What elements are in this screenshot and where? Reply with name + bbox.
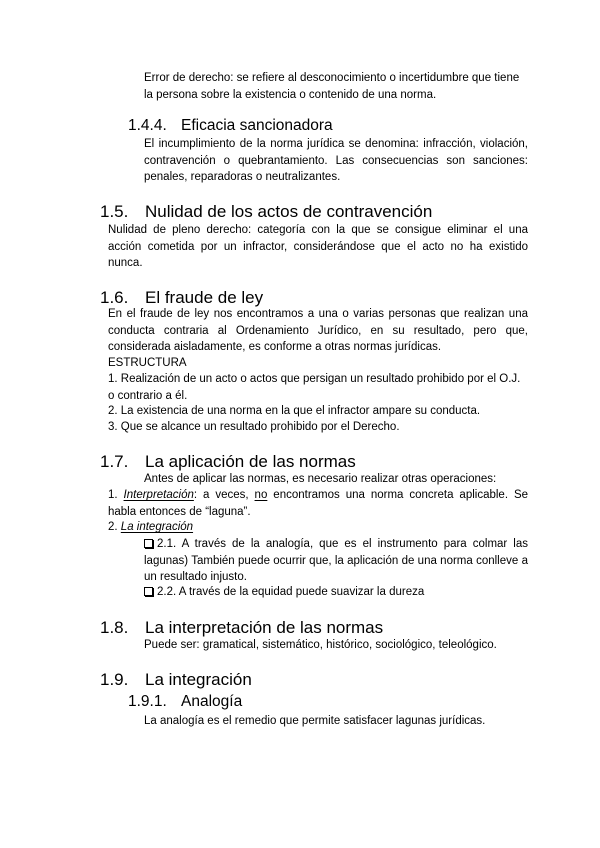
item-number: 2.	[108, 521, 118, 533]
sub-item-text: 2.2. A través de la equidad puede suavizar la dureza	[157, 586, 425, 598]
eficacia-paragraph: El incumplimiento de la norma jurídica se denomina: infracción, violación, contravención o quebrantamiento. Las consecuencias son sanciones: penales, reparadoras o neutralizantes.	[144, 138, 528, 183]
heading-number: 1.4.4.	[128, 117, 167, 134]
checkbox-bullet-icon	[144, 539, 153, 548]
sub-item-text: 2.1. A través de la analogía, que es el instrumento para colmar las lagunas) También puede ocurrir que, la aplicación de una norma conlleve a un resultado injusto.	[144, 538, 528, 583]
item-text: : a veces,	[193, 489, 249, 501]
item-text-rest: encontramos una norma concreta aplicable. Se habla entonces de “laguna”.	[108, 489, 529, 518]
aplicacion-item-1	[108, 487, 528, 520]
aplicacion-item-2	[108, 519, 193, 536]
heading-title: Nulidad de los actos de contravención	[145, 202, 433, 221]
heading-number: 1.9.	[100, 670, 129, 689]
heading-number: 1.9.1.	[128, 693, 167, 710]
heading-number: 1.8.	[100, 618, 129, 637]
checkbox-bullet-icon	[144, 587, 153, 596]
interpretacion-label: Interpretación	[123, 489, 194, 501]
integracion-sub-2	[144, 584, 528, 601]
estructura-item-2: 2. La existencia de una norma en la que el infractor ampare su conducta.	[108, 405, 481, 417]
heading-title: Analogía	[181, 693, 243, 710]
heading-1-5	[100, 201, 432, 223]
error-derecho-paragraph: Error de derecho: se refiere al desconocimiento o incertidumbre que tiene la persona sobre la existencia o contenido de una norma.	[144, 72, 520, 101]
heading-title: El fraude de ley	[145, 288, 264, 307]
integracion-sub-1	[144, 536, 528, 586]
heading-1-9-1	[128, 692, 242, 712]
heading-title: Eficacia sancionadora	[181, 117, 333, 134]
heading-number: 1.5.	[100, 202, 129, 221]
heading-1-4-4	[128, 116, 333, 136]
heading-number: 1.7.	[100, 452, 129, 471]
heading-1-8	[100, 617, 383, 639]
estructura-item-1: 1. Realización de un acto o actos que persigan un resultado prohibido por el O.J. o contrario a él.	[108, 373, 521, 402]
heading-number: 1.6.	[100, 288, 129, 307]
interpretacion-paragraph: Puede ser: gramatical, sistemático, histórico, sociológico, teleológico.	[144, 639, 497, 651]
heading-title: La integración	[145, 670, 252, 689]
heading-title: La aplicación de las normas	[145, 452, 356, 471]
estructura-label: ESTRUCTURA	[108, 357, 187, 369]
heading-1-7	[100, 451, 356, 473]
estructura-item-3: 3. Que se alcance un resultado prohibido por el Derecho.	[108, 421, 400, 433]
fraude-paragraph: En el fraude de ley nos encontramos a una o varias personas que realizan una conducta contraria al Ordenamiento Jurídico, en su resultado, pero que, considerada aisladamente, es conforme a otras normas jurídicas.	[108, 308, 528, 353]
item-number: 1.	[108, 489, 118, 501]
heading-1-9	[100, 669, 252, 691]
heading-title: La interpretación de las normas	[145, 618, 384, 637]
integracion-label: La integración	[120, 521, 194, 533]
no-underlined: no	[254, 489, 268, 501]
aplicacion-intro: Antes de aplicar las normas, es necesario realizar otras operaciones:	[144, 473, 497, 485]
nulidad-paragraph: Nulidad de pleno derecho: categoría con la que se consigue eliminar el una acción cometida por un infractor, considerándose que el acto no ha existido nunca.	[108, 224, 528, 269]
analogia-paragraph: La analogía es el remedio que permite satisfacer lagunas jurídicas.	[144, 715, 486, 727]
